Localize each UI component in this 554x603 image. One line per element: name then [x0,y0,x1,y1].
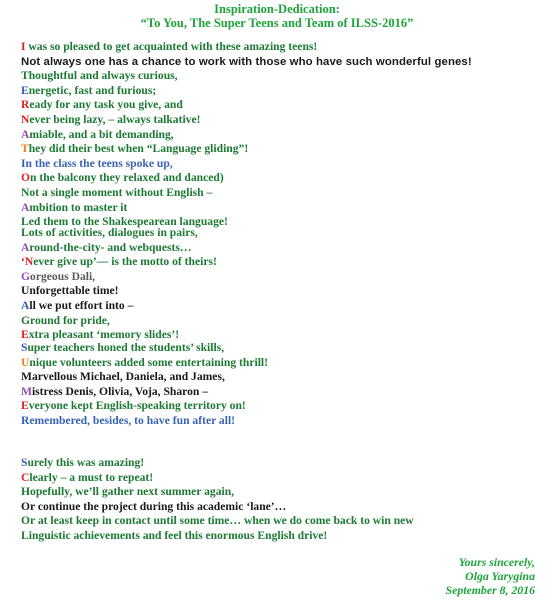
acrostic-initial: L [21,528,29,542]
poem-line [21,299,541,314]
poem-line [21,370,541,385]
poem-line [21,270,541,285]
poem-line [21,201,541,216]
poem-line-text: hey did their best when “Language gliding”! [28,142,249,156]
acrostic-initial: E [21,328,29,342]
acrostic-initial: A [21,240,30,254]
signature-date: September 8, 2016 [445,583,535,598]
poem-line-text: ot always one has a chance to work with those who have such wonderful genes! [29,55,472,68]
poem-line-text: nergetic, fast and furious; [28,83,157,97]
poem-line [21,341,541,356]
poem-line-text: r at least keep in contact until some time… when we do come back to win new [30,514,414,528]
acrostic-initial: U [21,284,30,298]
acrostic-initial: R [21,413,30,427]
stanza-4 [21,456,541,544]
poem-line-text: ed them to the Shakespearean language! [28,215,228,229]
poem-line-text: veryone kept English-speaking territory on! [28,399,246,413]
poem-line [21,284,541,299]
poem-line-text: inguistic achievements and feel this enormous English drive! [28,528,328,542]
poem-line-text: nique volunteers added some entertaining thrill! [29,355,269,369]
signature-closing: Yours sincerely, [458,555,535,569]
acrostic-initial: ‘N [21,255,34,269]
poem-line [21,514,541,529]
poem-line-text: miable, and a bit demanding, [29,127,174,141]
acrostic-initial: O [21,514,31,528]
acrostic-initial: A [21,298,30,312]
poem-line-text: round-the-city- and webquests… [29,240,192,254]
poem-line-text: ll we put effort into – [29,298,134,312]
poem-line [21,399,541,414]
poem-line-text: round for pride, [30,313,110,327]
acrostic-initial: G [21,313,31,327]
poem-line-text: arvellous Michael, Daniela, and James, [31,370,225,384]
poem-line [21,113,541,128]
poem-heading [0,2,554,30]
poem-line-text: ots of activities, dialogues in pairs, [28,226,198,239]
signature-name: Olga Yarygina [465,569,535,584]
poem-line [21,157,541,172]
poem-line [21,471,541,486]
poem-line [21,171,541,186]
acrostic-initial: A [21,127,30,141]
acrostic-initial: T [21,142,29,156]
acrostic-initial: N [21,55,30,68]
stanza-3 [21,341,541,429]
poem-line-text: ever give up’— is the motto of theirs! [33,255,217,269]
poem-line-text: xtra pleasant ‘memory slides’! [28,328,180,342]
poem-line [21,529,541,544]
poem-line-text: was so pleased to get acquainted with these amazing teens! [25,40,318,53]
acrostic-initial: E [21,83,29,97]
poem-line [21,255,541,270]
acrostic-initial: R [21,98,30,112]
poem-line [21,456,541,471]
acrostic-initial: C [21,470,30,484]
acrostic-initial: N [21,185,30,199]
poem-line [21,55,541,70]
poem-line-text: r continue the project during this academic ‘lane’… [30,499,287,513]
poem-line-text: houghtful and always curious, [28,69,178,83]
heading-line-1: Inspiration-Dedication: [214,2,340,16]
acrostic-initial: T [21,69,29,83]
poem-line [21,226,541,241]
poem-line-text: emembered, besides, to have fun after all! [29,413,236,427]
poem-line-text: learly – a must to repeat! [29,470,154,484]
poem-line-text: orgeous Dali, [30,269,96,283]
poem-line-text: n the balcony they relaxed and danced) [30,171,224,185]
acrostic-initial: I [21,156,26,170]
acrostic-initial: G [21,269,31,283]
acrostic-initial: M [21,384,32,398]
acrostic-initial: L [21,215,29,229]
acrostic-initial: I [21,40,26,53]
poem-line [21,186,541,201]
poem-line [21,142,541,157]
acrostic-initial: E [21,399,29,413]
poem-line-text: mbition to master it [29,200,128,214]
poem-line [21,98,541,113]
acrostic-initial: O [21,499,31,513]
acrostic-initial: M [21,370,32,384]
acrostic-initial: S [21,456,28,469]
poem-line-text: urely this was amazing! [27,456,145,469]
stanza-2 [21,226,541,343]
poem-line [21,385,541,400]
poem-line-text: nforgettable time! [29,284,119,298]
poem-line [21,69,541,84]
poem-line-text: istress Denis, Olivia, Voja, Sharon – [31,384,209,398]
acrostic-initial: A [21,200,30,214]
acrostic-initial: S [21,341,28,354]
poem-line [21,485,541,500]
poem-line-text: opefully, we’ll gather next summer again, [30,485,235,499]
poem-line [21,356,541,371]
signature-block [335,555,535,598]
heading-line-2: “To You, The Super Teens and Team of ILSS-2016” [140,16,414,30]
acrostic-initial: O [21,171,31,185]
poem-line-text: uper teachers honed the students’ skills, [27,341,225,354]
poem-line [21,314,541,329]
poem-line-text: n the class the teens spoke up, [25,156,173,170]
poem-line-text: ot a single moment without English – [29,185,213,199]
acrostic-initial: N [21,112,30,126]
acrostic-initial: L [21,226,29,239]
acrostic-initial: H [21,485,31,499]
poem-line [21,40,541,55]
poem-line-text: ever being lazy, – always talkative! [29,112,201,126]
acrostic-initial: U [21,355,30,369]
poem-line [21,84,541,99]
poem-line [21,128,541,143]
poem-line [21,241,541,256]
poem-line-text: eady for any task you give, and [29,98,183,112]
poem-line [21,500,541,515]
stanza-1 [21,40,541,230]
poem-line [21,414,541,429]
